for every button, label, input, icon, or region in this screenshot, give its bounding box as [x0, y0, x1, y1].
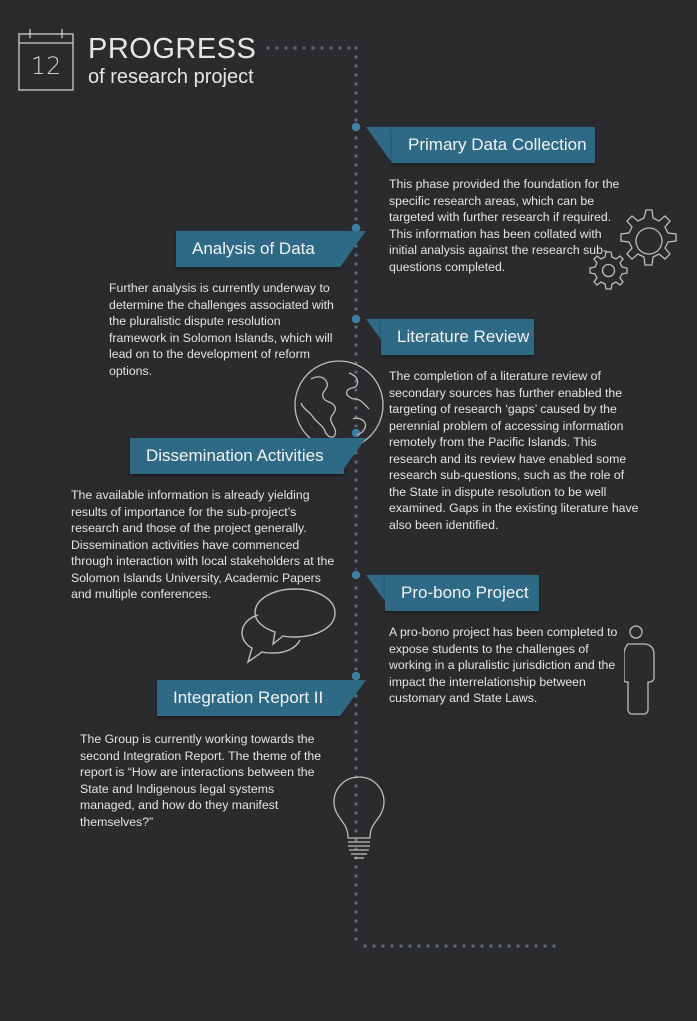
- timeline-node: [351, 570, 361, 580]
- timeline-dot: [354, 883, 357, 886]
- timeline-dot: [471, 944, 474, 947]
- timeline-dot: [354, 334, 357, 337]
- timeline-dot: [338, 46, 341, 49]
- milestone-label-literature-review: Literature Review: [381, 319, 534, 355]
- timeline-dot: [354, 919, 357, 922]
- milestone-text-pro-bono-project: A pro-bono project has been completed to expose students to the challenges of working in a pluralistic jurisdiction and the impact the interrelationship between customary and State Laws.: [389, 625, 618, 705]
- timeline-dot: [354, 289, 357, 292]
- timeline-dot: [354, 622, 357, 625]
- timeline-dot: [462, 944, 465, 947]
- timeline-dot: [435, 944, 438, 947]
- milestone-text-integration-report-ii: The Group is currently working towards the second Integration Report. The theme of the report is “How are interactions between the State and Indigenous legal systems managed, and how do they manifest themselves?”: [80, 732, 322, 829]
- pointer-arrow: [340, 438, 366, 474]
- timeline-dot: [354, 307, 357, 310]
- timeline-dot: [329, 46, 332, 49]
- timeline-dot: [354, 721, 357, 724]
- pointer-arrow: [340, 680, 366, 716]
- lightbulb-icon: [330, 774, 388, 862]
- timeline-dot: [354, 865, 357, 868]
- milestone-text-primary-data-collection: This phase provided the foundation for the specific research areas, which can be targeted with further research if required. This information has been collated with initial analysis against the research sub-questions completed.: [389, 177, 620, 274]
- timeline-dot: [453, 944, 456, 947]
- milestone-text-dissemination-activities: The available information is already yielding results of importance for the sub-project’s research and those of the project generally. Dissemination activities have commenced through interaction with local stakeholders at the Solomon Islands University, Academic Papers and multiple conferences.: [71, 488, 335, 601]
- timeline-dot: [354, 298, 357, 301]
- timeline-dot: [354, 667, 357, 670]
- timeline-dot: [354, 181, 357, 184]
- timeline-dot: [354, 343, 357, 346]
- pointer-arrow: [340, 231, 366, 267]
- timeline-dot: [354, 208, 357, 211]
- timeline-dot: [354, 199, 357, 202]
- timeline-dot: [284, 46, 287, 49]
- calendar-day-number: 12: [30, 52, 62, 80]
- timeline-dot: [354, 901, 357, 904]
- timeline-dot: [354, 874, 357, 877]
- timeline-dot: [354, 730, 357, 733]
- timeline-dot: [372, 944, 375, 947]
- timeline-dot: [354, 145, 357, 148]
- timeline-dot: [354, 937, 357, 940]
- timeline-dot: [507, 944, 510, 947]
- timeline-dot: [399, 944, 402, 947]
- page-title: PROGRESS: [88, 33, 257, 65]
- milestone-label-pro-bono-project: Pro-bono Project: [385, 575, 539, 611]
- timeline-dot: [354, 748, 357, 751]
- timeline-dot: [363, 944, 366, 947]
- milestone-label-integration-report-ii: Integration Report II: [157, 680, 340, 716]
- timeline-dot: [354, 739, 357, 742]
- timeline-dot: [354, 766, 357, 769]
- timeline-dot: [354, 505, 357, 508]
- timeline-dot: [417, 944, 420, 947]
- timeline-dot: [354, 541, 357, 544]
- person-icon: [624, 624, 660, 716]
- timeline-dot: [354, 550, 357, 553]
- timeline-dot: [354, 478, 357, 481]
- timeline-dot: [354, 73, 357, 76]
- timeline-dot: [302, 46, 305, 49]
- timeline-dot: [354, 190, 357, 193]
- timeline-dot: [354, 910, 357, 913]
- timeline-dot: [354, 109, 357, 112]
- timeline-dot: [426, 944, 429, 947]
- timeline-dot: [311, 46, 314, 49]
- timeline-dot: [354, 757, 357, 760]
- page-subtitle: of research project: [88, 66, 254, 88]
- timeline-dot: [354, 280, 357, 283]
- timeline-dot: [354, 658, 357, 661]
- timeline-dot: [354, 163, 357, 166]
- timeline-dot: [354, 532, 357, 535]
- timeline-dot: [354, 559, 357, 562]
- timeline-dot: [354, 352, 357, 355]
- timeline-dot: [354, 586, 357, 589]
- timeline-dot: [489, 944, 492, 947]
- timeline-dot: [354, 631, 357, 634]
- timeline-dot: [275, 46, 278, 49]
- timeline-dot: [354, 100, 357, 103]
- timeline-dot: [354, 46, 357, 49]
- timeline-dot: [552, 944, 555, 947]
- timeline-dot: [354, 523, 357, 526]
- timeline-dot: [354, 649, 357, 652]
- timeline-dot: [354, 514, 357, 517]
- timeline-dot: [390, 944, 393, 947]
- timeline-dot: [354, 154, 357, 157]
- timeline-dot: [354, 928, 357, 931]
- timeline-dot: [354, 496, 357, 499]
- timeline-dot: [354, 172, 357, 175]
- timeline-dot: [354, 271, 357, 274]
- timeline-dot: [320, 46, 323, 49]
- timeline-dot: [516, 944, 519, 947]
- timeline-dot: [266, 46, 269, 49]
- timeline-node: [351, 314, 361, 324]
- milestone-text-analysis-of-data: Further analysis is currently underway to determine the challenges associated with the pluralistic dispute resolution framework in Solomon Islands, which will lead on to the development of reform options.: [109, 281, 334, 378]
- timeline-dot: [354, 892, 357, 895]
- timeline-dot: [354, 118, 357, 121]
- timeline-dot: [543, 944, 546, 947]
- timeline-dot: [354, 217, 357, 220]
- timeline-dot: [347, 46, 350, 49]
- gears-icon: [584, 206, 692, 294]
- timeline-dot: [534, 944, 537, 947]
- timeline-dot: [354, 55, 357, 58]
- milestone-text-literature-review: The completion of a literature review of secondary sources has further enabled the targeting of research ‘gaps’ caused by the perennial problem of accessing information remotely from the Pacific Islands. This research and its review have enabled some research sub-questions, such as the role of the State in dispute resolution to be well examined. Gaps in the existing literature have also been identified.: [389, 369, 639, 532]
- timeline-dot: [498, 944, 501, 947]
- timeline-dot: [480, 944, 483, 947]
- timeline-dot: [354, 487, 357, 490]
- milestone-label-primary-data-collection: Primary Data Collection: [392, 127, 595, 163]
- timeline-dot: [354, 325, 357, 328]
- timeline-dot: [354, 604, 357, 607]
- timeline-dot: [354, 91, 357, 94]
- timeline-dot: [444, 944, 447, 947]
- timeline-dot: [293, 46, 296, 49]
- timeline-dot: [354, 640, 357, 643]
- timeline-dot: [525, 944, 528, 947]
- milestone-label-analysis-of-data: Analysis of Data: [176, 231, 340, 267]
- timeline-dot: [354, 595, 357, 598]
- timeline-dot: [354, 82, 357, 85]
- pointer-arrow: [366, 127, 392, 163]
- timeline-dot: [354, 613, 357, 616]
- milestone-label-dissemination-activities: Dissemination Activities: [130, 438, 344, 474]
- speech-bubbles-icon: [240, 585, 340, 665]
- timeline-dot: [354, 64, 357, 67]
- timeline-dot: [381, 944, 384, 947]
- timeline-dot: [354, 136, 357, 139]
- timeline-node: [351, 122, 361, 132]
- timeline-dot: [408, 944, 411, 947]
